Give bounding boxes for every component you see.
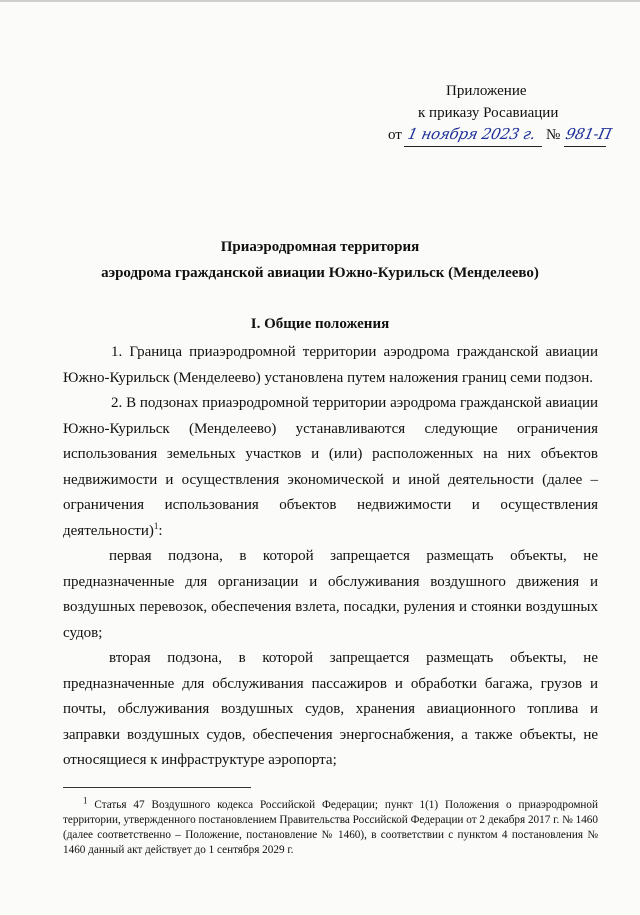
number-label: № <box>546 127 561 143</box>
paragraph-2-text: 2. В подзонах приаэродромной территории аэродрома гражданской авиации Южно-Курильск (Менделеево) устанавливаются следующие ограничения использования земельных участков и (или) расположенных на них объектов недвижимости и осуществления экономической и иной деятельности (далее – ограничения использования объектов недвижимости и осуществления деятельности) <box>63 395 598 539</box>
footnote-paragraph <box>63 795 598 858</box>
scan-edge <box>0 0 640 2</box>
handwritten-date: 1 ноября 2023 г. <box>406 125 538 143</box>
section-heading: I. Общие положения <box>250 316 390 332</box>
document-body <box>63 340 598 774</box>
date-underline <box>404 126 542 147</box>
number-underline <box>564 125 614 147</box>
subzone-2-paragraph: вторая подзона, в которой запрещается размещать объекты, не предназначенные для обслуживания пассажиров и обработки багажа, грузов и почты, обслуживания воздушных судов, хранения авиационного топлива и заправки воздушных судов, обеспечения энергоснабжения, а также объекты, не относящиеся к инфраструктуре аэропорта; <box>63 650 598 768</box>
footnote <box>63 795 598 858</box>
appendix-block <box>360 80 614 150</box>
paragraph-1: 1. Граница приаэродромной территории аэродрома гражданской авиации Южно-Курильск (Менделеево) установлена путем наложения границ семи подзон. <box>63 344 598 386</box>
document-title-line1: Приаэродромная территория <box>220 239 420 255</box>
appendix-date-number-line <box>360 124 614 150</box>
appendix-order-ref: к приказу Росавиации <box>418 105 559 121</box>
appendix-title: Приложение <box>446 83 527 99</box>
document-title-line2: аэродрома гражданской авиации Южно-Курильск (Менделеево) <box>101 265 539 281</box>
subzone-1-paragraph: первая подзона, в которой запрещается размещать объекты, не предназначенные для организации и обслуживания воздушного движения и воздушных перевозок, обеспечения взлета, посадки, руления и стоянки воздушных судов; <box>63 548 598 641</box>
footnote-ref: 1 <box>153 520 159 531</box>
paragraph-2 <box>63 391 598 544</box>
footnote-mark: 1 <box>83 795 88 806</box>
paragraph-2-end: : <box>158 522 163 539</box>
footnote-separator <box>63 787 251 788</box>
footnote-text: Статья 47 Воздушного кодекса Российской Федерации; пункт 1(1) Положения о приаэродромной территории, утвержденного постановлением Правительства Российской Федерации от 2 декабря 2017 г. № 1460 (далее соответственно – Положение, постановление № 1460), в соответствии с пунктом 4 постановления № 1460 данный акт действует до 1 сентября 2029 г. <box>63 799 598 856</box>
from-label: от <box>388 127 402 143</box>
handwritten-number: 981-П <box>564 125 614 143</box>
